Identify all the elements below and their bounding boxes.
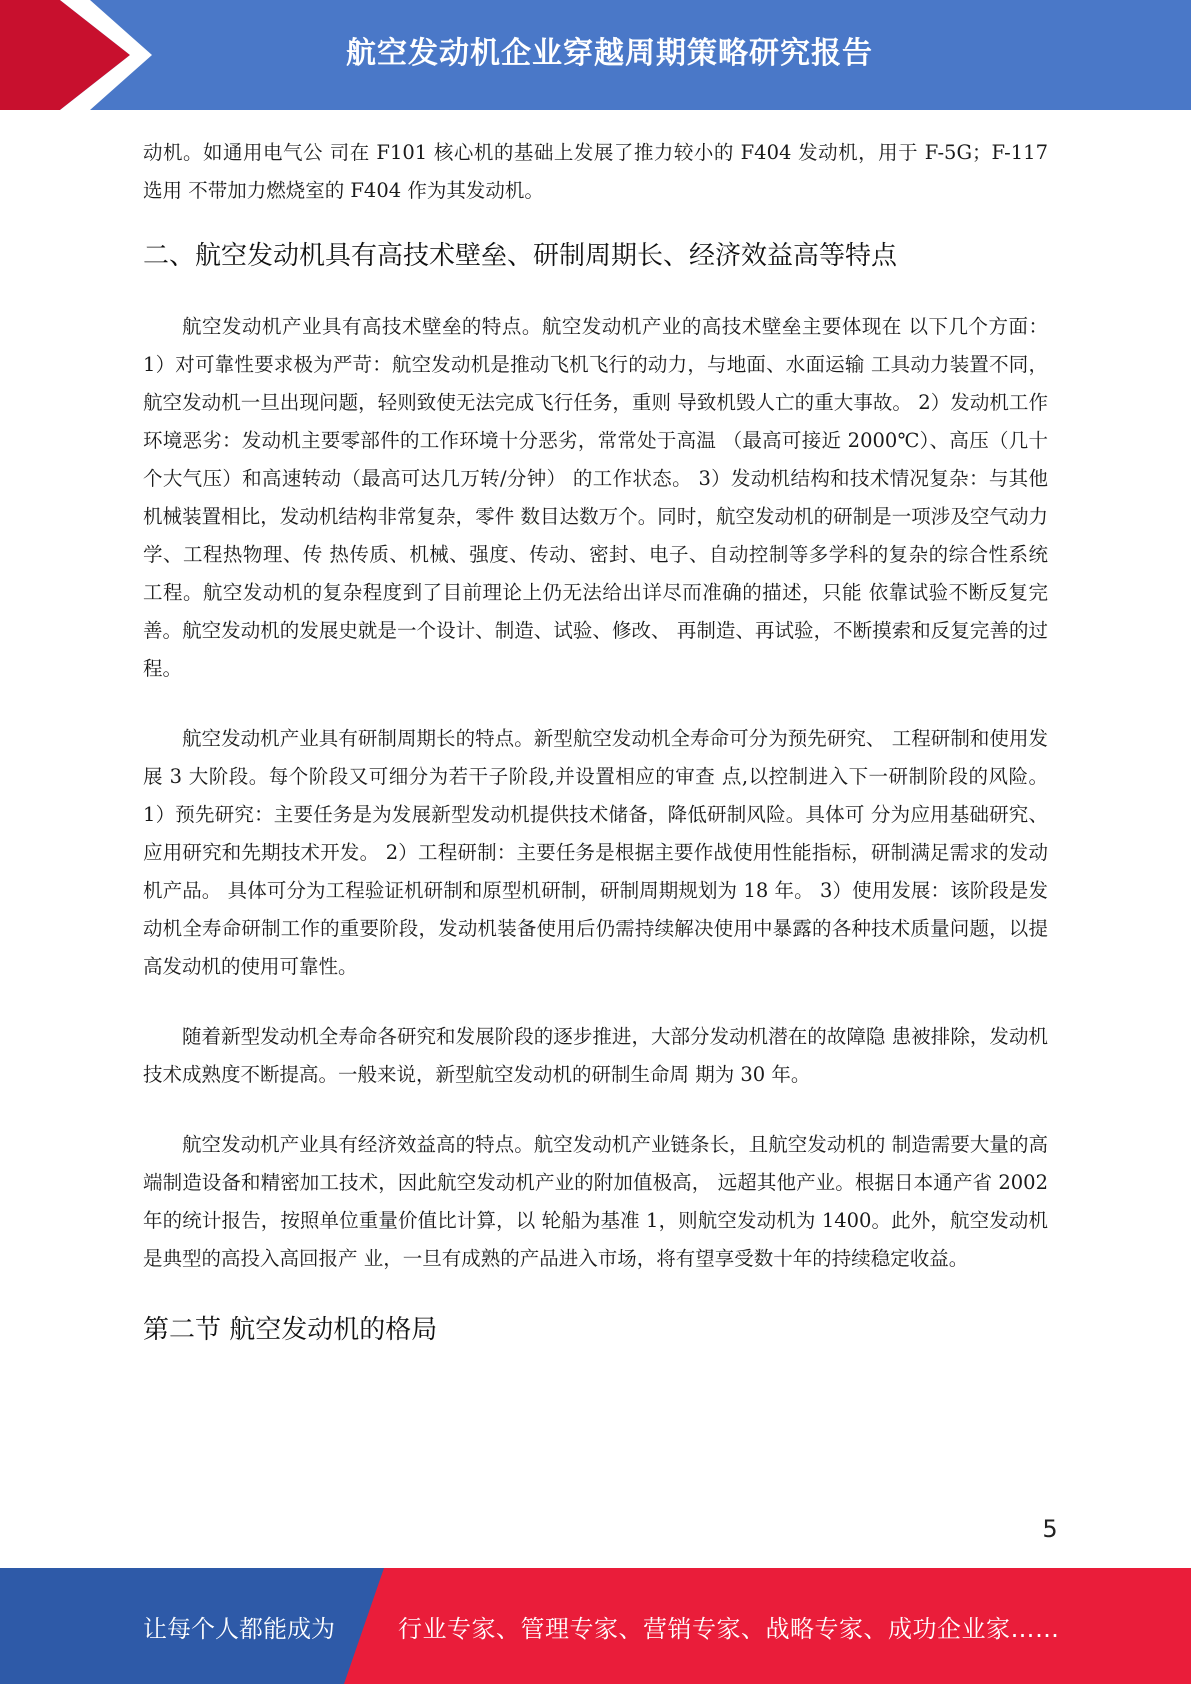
subsection-heading: 第二节 航空发动机的格局 [143,1315,438,1345]
footer-slogan-left: 让每个人都能成为 [143,1614,335,1643]
page-header [0,0,1191,110]
section-heading: 二、航空发动机具有高技术壁垒、研制周期长、经济效益高等特点 [143,241,898,271]
paragraph-maturity: 随着新型发动机全寿命各研究和发展阶段的逐步推进，大部分发动机潜在的故障隐 患被排除，发动机技术成熟度不断提高。一般来说，新型航空发动机的研制生命周 期为 30 年。 [143,1025,1048,1086]
paragraph-development-cycle: 航空发动机产业具有研制周期长的特点。新型航空发动机全寿命可分为预先研究、 工程研制和使用发展 3 大阶段。每个阶段又可细分为若干子阶段,并设置相应的审查 点,以控制进入下一研制阶段的风险。 1）预先研究：主要任务是为发展新型发动机提供技术储备，降低研制风险。具体可 分为应用基础研究、应用研究和先期技术开发。 2）工程研制：主要任务是根据主要作战使用性能指标，研制满足需求的发动机产品。 具体可分为工程验证机研制和原型机研制，研制周期规划为 18 年。 3）使用发展：该阶段是发动机全寿命研制工作的重要阶段，发动机装备使用后仍需持续解决使用中暴露的各种技术质量问题，以提高发动机的使用可靠性。 [143,727,1048,978]
document-body [143,134,1048,1352]
report-title: 航空发动机企业穿越周期策略研究报告 [346,36,873,71]
continuation-paragraph: 动机。如通用电气公 司在 F101 核心机的基础上发展了推力较小的 F404 发动机，用于 F-5G；F-117 选用 不带加力燃烧室的 F404 作为其发动机。 [143,141,1048,202]
paragraph-economic-benefit: 航空发动机产业具有经济效益高的特点。航空发动机产业链条长，且航空发动机的 制造需要大量的高端制造设备和精密加工技术，因此航空发动机产业的附加值极高， 远超其他产业。根据日本通产省 2002 年的统计报告，按照单位重量价值比计算，以 轮船为基准 1，则航空发动机为 1400。此外，航空发动机是典型的高投入高回报产 业，一旦有成熟的产品进入市场，将有望享受数十年的持续稳定收益。 [143,1133,1048,1270]
footer-slogan-right: 行业专家、管理专家、营销专家、战略专家、成功企业家…… [398,1614,1060,1643]
paragraph-tech-barrier: 航空发动机产业具有高技术壁垒的特点。航空发动机产业的高技术壁垒主要体现在 以下几个方面： 1）对可靠性要求极为严苛：航空发动机是推动飞机飞行的动力，与地面、水面运输 工具动力装置不同，航空发动机一旦出现问题，轻则致使无法完成飞行任务，重则 导致机毁人亡的重大事故。 2）发动机工作环境恶劣：发动机主要零部件的工作环境十分恶劣，常常处于高温 （最高可接近 2000℃）、高压（几十个大气压）和高速转动（最高可达几万转/分钟） 的工作状态。 3）发动机结构和技术情况复杂：与其他机械装置相比，发动机结构非常复杂，零件 数目达数万个。同时，航空发动机的研制是一项涉及空气动力学、工程热物理、传 热传质、机械、强度、传动、密封、电子、自动控制等多学科的复杂的综合性系统 工程。航空发动机的复杂程度到了目前理论上仍无法给出详尽而准确的描述，只能 依靠试验不断反复完善。航空发动机的发展史就是一个设计、制造、试验、修改、 再制造、再试验，不断摸索和反复完善的过程。 [143,315,1048,680]
page-number: 5 [1042,1515,1058,1543]
page-footer [0,1568,1191,1684]
